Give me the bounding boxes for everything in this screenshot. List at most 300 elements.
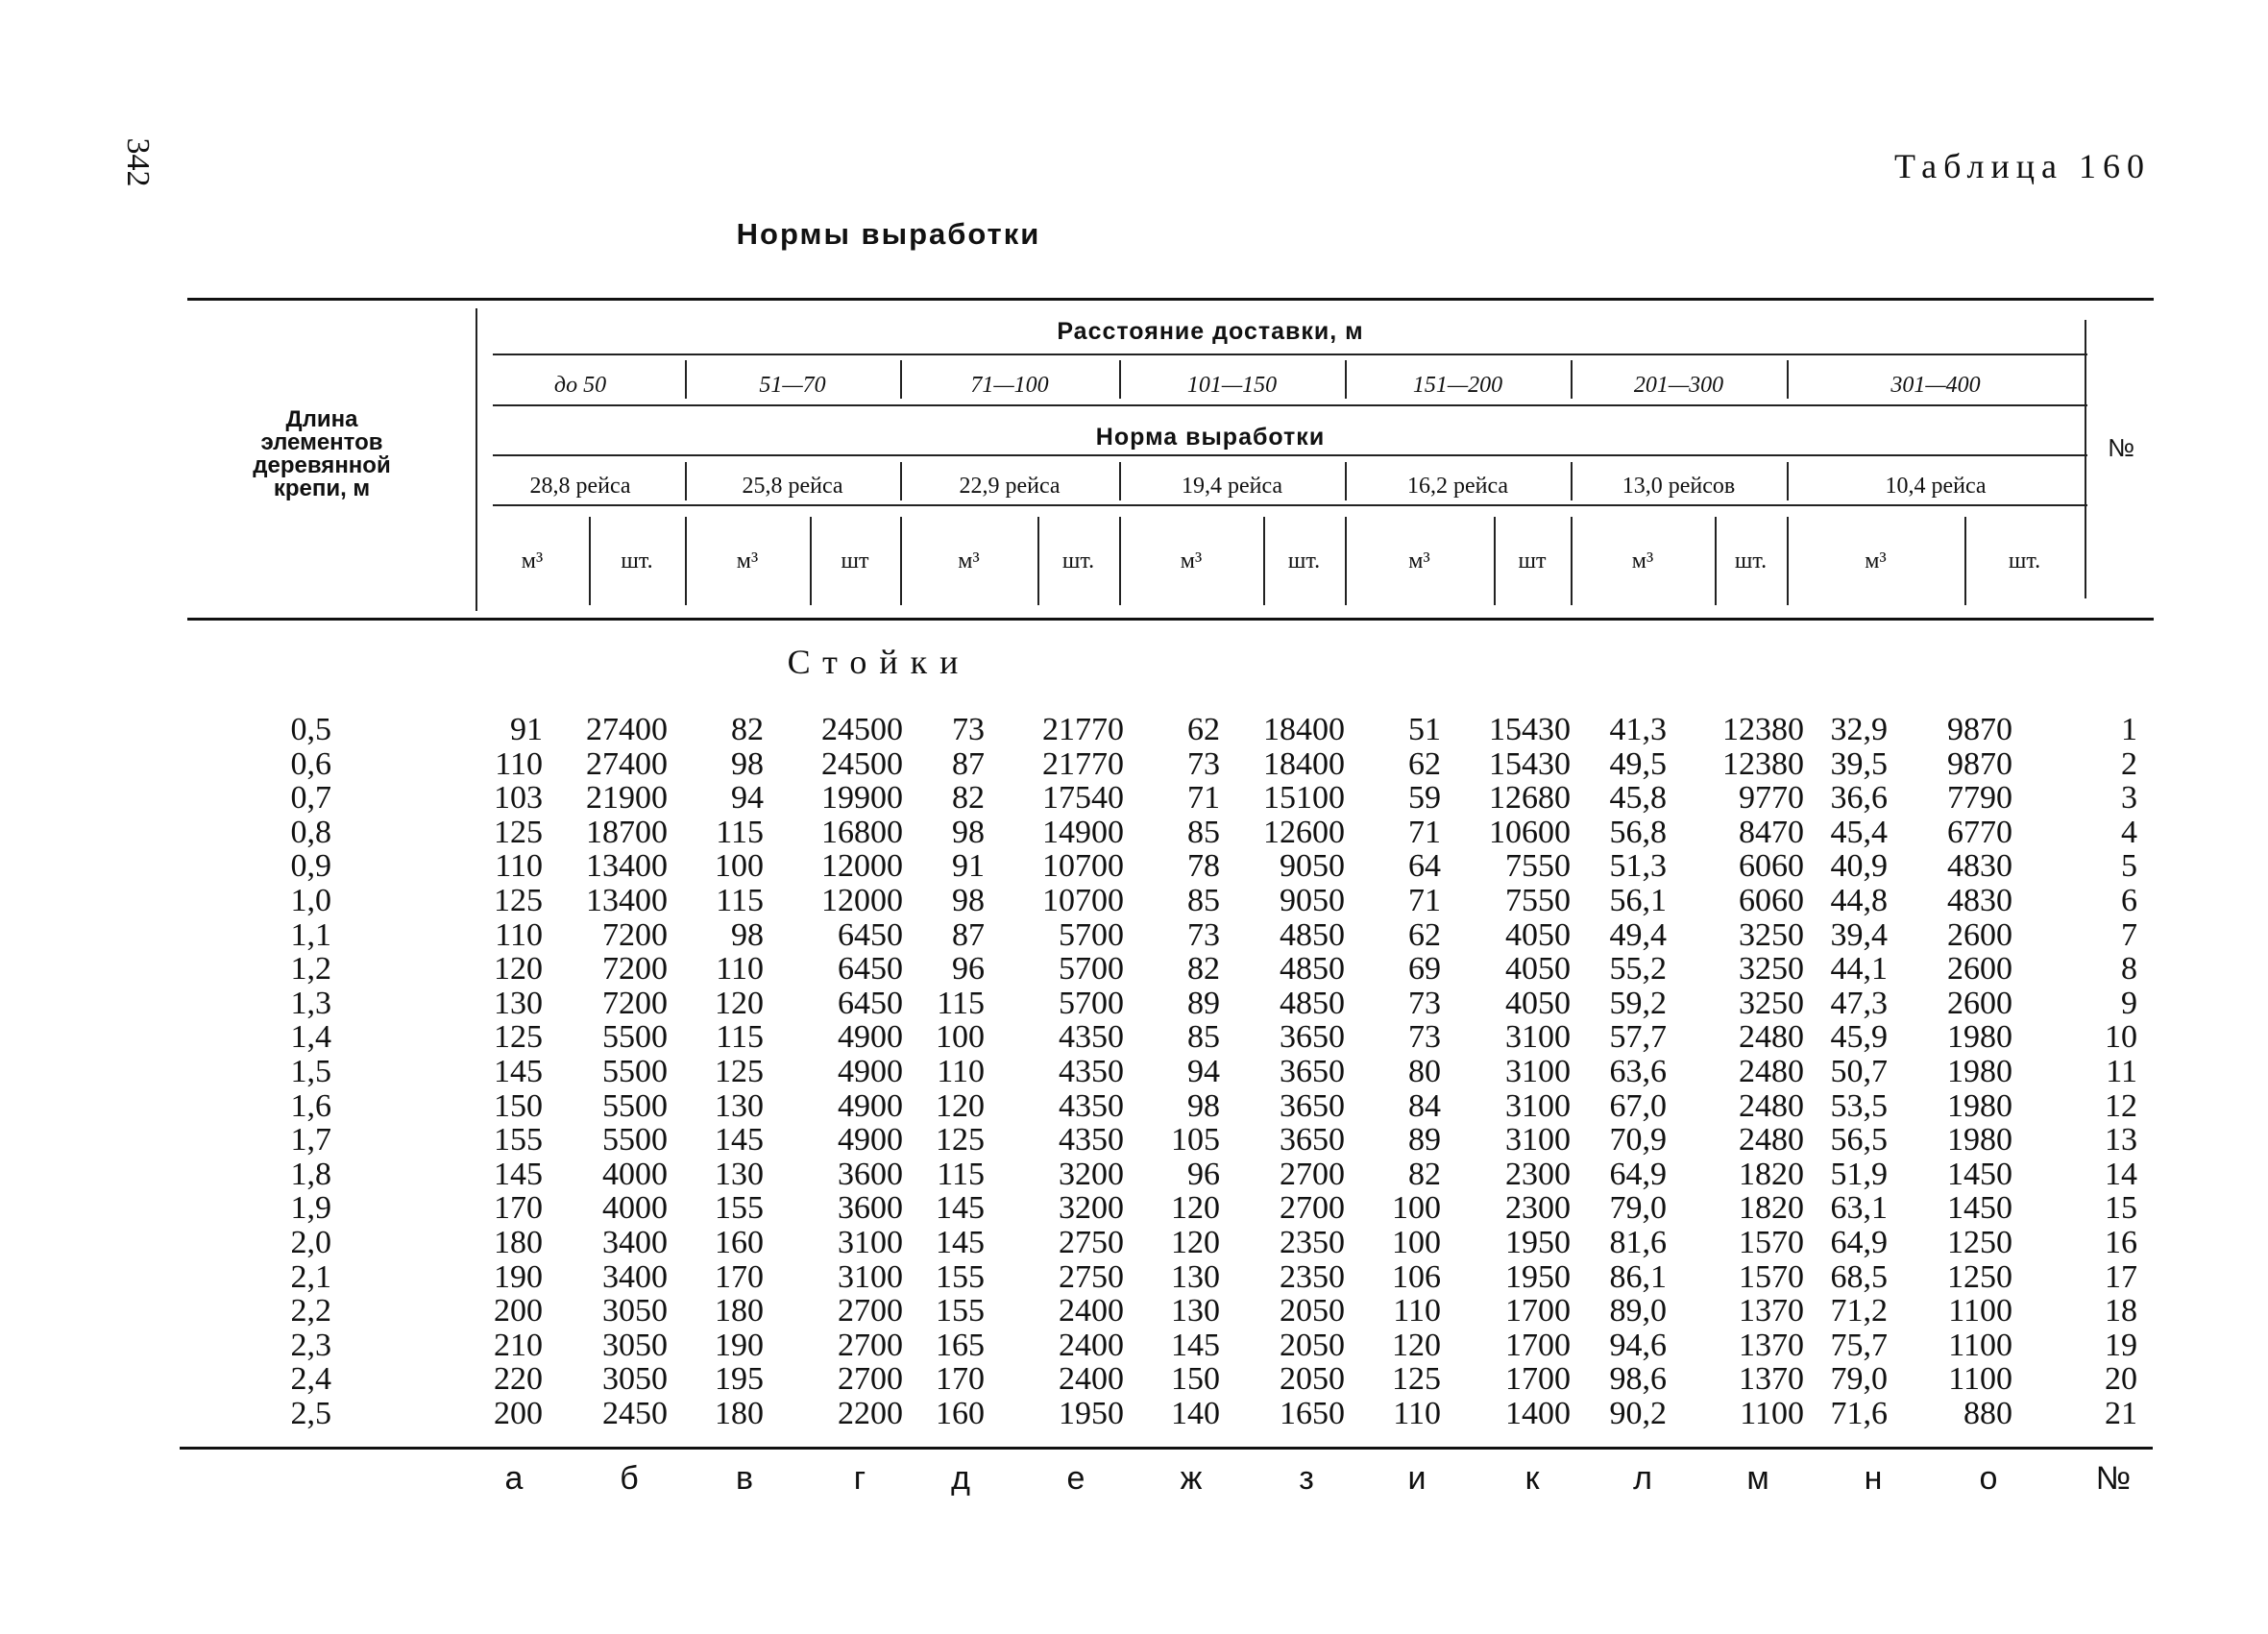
table-cell: 110: [716, 951, 764, 988]
row-length: 1,5: [290, 1054, 331, 1089]
table-cell: 3600: [838, 1190, 903, 1227]
table-cell: 13400: [586, 848, 668, 885]
table-cell: 3600: [838, 1156, 903, 1192]
column-letter: д: [951, 1460, 970, 1497]
table-cell: 180: [715, 1396, 764, 1431]
table-cell: 160: [715, 1225, 764, 1260]
table-cell: 82: [1408, 1156, 1441, 1192]
unit-label: шт.: [2008, 549, 2041, 573]
row-number: 8: [2121, 951, 2137, 988]
column-letter: г: [853, 1460, 866, 1497]
column-letter: к: [1524, 1460, 1540, 1497]
table-cell: 110: [495, 745, 543, 782]
table-cell: 3100: [1505, 1019, 1571, 1056]
table-cell: 3050: [602, 1361, 668, 1398]
table-cell: 32,9: [1830, 712, 1888, 747]
table-cell: 90,2: [1609, 1396, 1667, 1431]
table-cell: 2050: [1280, 1327, 1345, 1363]
unit-label: шт.: [1287, 549, 1321, 573]
table-cell: 19900: [821, 780, 903, 817]
distance-range: 101—150: [1186, 373, 1278, 398]
table-cell: 4900: [838, 1122, 903, 1158]
table-cell: 3650: [1280, 1019, 1345, 1056]
row-number: 3: [2121, 780, 2137, 817]
table-cell: 1570: [1739, 1258, 1804, 1295]
table-cell: 39,5: [1830, 745, 1888, 782]
table-cell: 195: [715, 1361, 764, 1398]
row-length: 1,0: [290, 883, 331, 918]
table-row: [187, 1397, 2154, 1431]
row-length: 2,5: [290, 1396, 331, 1431]
table-cell: 2700: [1280, 1190, 1345, 1227]
table-cell: 98,6: [1609, 1361, 1667, 1398]
table-cell: 94: [1187, 1054, 1220, 1089]
table-cell: 18400: [1263, 712, 1345, 747]
table-cell: 3400: [602, 1225, 668, 1260]
table-cell: 9870: [1947, 712, 2012, 747]
table-row: [187, 1055, 2154, 1089]
table-cell: 1950: [1505, 1225, 1571, 1260]
table-cell: 56,1: [1609, 883, 1667, 918]
table-cell: 73: [1408, 985, 1441, 1021]
table-cell: 4000: [602, 1156, 668, 1192]
table-cell: 64,9: [1609, 1156, 1667, 1192]
table-cell: 2400: [1059, 1293, 1124, 1329]
table-cell: 2450: [602, 1396, 668, 1431]
table-cell: 155: [494, 1122, 543, 1158]
table-row: [187, 816, 2154, 850]
table-cell: 155: [936, 1293, 985, 1329]
column-letter: №: [2095, 1460, 2132, 1497]
table-cell: 1570: [1739, 1225, 1804, 1260]
row-length: 2,2: [290, 1293, 331, 1329]
table-cell: 98: [952, 883, 985, 918]
table-cell: 51: [1408, 712, 1441, 747]
table-cell: 9770: [1739, 780, 1804, 817]
table-cell: 1980: [1947, 1054, 2012, 1089]
table-cell: 110: [495, 848, 543, 885]
table-cell: 96: [952, 951, 985, 988]
table-cell: 2300: [1505, 1156, 1571, 1192]
row-length: 0,7: [290, 780, 331, 817]
page-number: 342: [120, 137, 156, 187]
distance-range: 151—200: [1412, 373, 1503, 398]
table-cell: 120: [715, 985, 764, 1021]
table-row: [187, 1020, 2154, 1055]
table-cell: 1700: [1505, 1327, 1571, 1363]
table-cell: 2480: [1739, 1087, 1804, 1124]
table-cell: 5700: [1059, 951, 1124, 988]
table-cell: 2480: [1739, 1054, 1804, 1089]
table-cell: 69: [1408, 951, 1441, 988]
table-cell: 36,6: [1830, 780, 1888, 817]
table-cell: 1820: [1739, 1156, 1804, 1192]
table-row: [187, 1260, 2154, 1295]
table-cell: 96: [1187, 1156, 1220, 1192]
table-cell: 880: [1963, 1396, 2012, 1431]
table-cell: 3100: [838, 1225, 903, 1260]
row-number: 6: [2121, 883, 2137, 918]
table-cell: 1700: [1505, 1361, 1571, 1398]
table-cell: 7550: [1505, 848, 1571, 885]
table-cell: 120: [494, 951, 543, 988]
table-row: [187, 1158, 2154, 1192]
table-cell: 2750: [1059, 1258, 1124, 1295]
table-cell: 120: [1171, 1190, 1220, 1227]
table-cell: 5500: [602, 1019, 668, 1056]
table-cell: 24500: [821, 745, 903, 782]
table-cell: 130: [715, 1087, 764, 1124]
table-cell: 73: [1408, 1019, 1441, 1056]
table-cell: 3250: [1739, 916, 1804, 953]
table-cell: 62: [1408, 916, 1441, 953]
unit-label: м³: [958, 549, 980, 573]
table-cell: 91: [510, 712, 543, 747]
table-cell: 9050: [1280, 883, 1345, 918]
table-cell: 145: [494, 1054, 543, 1089]
table-cell: 2400: [1059, 1361, 1124, 1398]
table-row: [187, 1362, 2154, 1397]
section-label: Стойки: [787, 643, 971, 681]
row-length: 1,7: [290, 1122, 331, 1158]
table-cell: 57,7: [1609, 1019, 1667, 1056]
table-cell: 4350: [1059, 1019, 1124, 1056]
table-cell: 15430: [1489, 712, 1571, 747]
row-number: 20: [2105, 1361, 2137, 1398]
table-cell: 7200: [602, 916, 668, 953]
table-cell: 56,8: [1609, 814, 1667, 850]
table-cell: 63,1: [1830, 1190, 1888, 1227]
table-cell: 73: [1187, 745, 1220, 782]
table-cell: 2600: [1947, 985, 2012, 1021]
table-cell: 39,4: [1830, 916, 1888, 953]
row-number: 2: [2121, 745, 2137, 782]
table-cell: 1980: [1947, 1019, 2012, 1056]
table-cell: 125: [494, 1019, 543, 1056]
table-cell: 10600: [1489, 814, 1571, 850]
bottom-rule: [180, 1447, 2153, 1450]
table-cell: 2700: [1280, 1156, 1345, 1192]
table-cell: 4350: [1059, 1054, 1124, 1089]
table-cell: 16800: [821, 814, 903, 850]
table-cell: 1250: [1947, 1258, 2012, 1295]
table-cell: 4900: [838, 1087, 903, 1124]
table-cell: 1370: [1739, 1293, 1804, 1329]
unit-label: м³: [1865, 549, 1887, 573]
table-cell: 4900: [838, 1019, 903, 1056]
row-length: 0,5: [290, 712, 331, 747]
table-cell: 4050: [1505, 985, 1571, 1021]
table-cell: 44,8: [1830, 883, 1888, 918]
table-cell: 89,0: [1609, 1293, 1667, 1329]
table-cell: 2600: [1947, 916, 2012, 953]
table-cell: 40,9: [1830, 848, 1888, 885]
table-cell: 2700: [838, 1327, 903, 1363]
table-cell: 155: [715, 1190, 764, 1227]
table-row: [187, 987, 2154, 1021]
table-cell: 62: [1187, 712, 1220, 747]
table-cell: 1450: [1947, 1190, 2012, 1227]
table-cell: 3650: [1280, 1054, 1345, 1089]
table-cell: 94,6: [1609, 1327, 1667, 1363]
table-cell: 180: [715, 1293, 764, 1329]
distance-range: до 50: [553, 373, 607, 398]
row-number: 11: [2106, 1054, 2137, 1089]
table-cell: 5700: [1059, 985, 1124, 1021]
table-cell: 17540: [1042, 780, 1124, 817]
table-cell: 21770: [1042, 745, 1124, 782]
table-row: [187, 1191, 2154, 1226]
table-row: [187, 747, 2154, 782]
table-cell: 3200: [1059, 1190, 1124, 1227]
table-cell: 18700: [586, 814, 668, 850]
table-cell: 115: [716, 814, 764, 850]
table-cell: 160: [936, 1396, 985, 1431]
table-cell: 115: [716, 1019, 764, 1056]
table-cell: 3050: [602, 1293, 668, 1329]
table-cell: 70,9: [1609, 1122, 1667, 1158]
row-length: 0,6: [290, 745, 331, 782]
table-cell: 5500: [602, 1087, 668, 1124]
table-cell: 62: [1408, 745, 1441, 782]
table-cell: 1250: [1947, 1225, 2012, 1260]
table-cell: 86,1: [1609, 1258, 1667, 1295]
table-cell: 1650: [1280, 1396, 1345, 1431]
table-cell: 150: [494, 1087, 543, 1124]
table-cell: 1980: [1947, 1122, 2012, 1158]
table-cell: 3050: [602, 1327, 668, 1363]
table-cell: 2300: [1505, 1190, 1571, 1227]
column-letter: о: [1979, 1460, 1998, 1497]
table-label: Таблица 160: [1894, 147, 2151, 185]
table-cell: 3250: [1739, 985, 1804, 1021]
table-cell: 165: [936, 1327, 985, 1363]
table-cell: 190: [715, 1327, 764, 1363]
table-cell: 7200: [602, 985, 668, 1021]
table-cell: 125: [494, 883, 543, 918]
table-cell: 115: [716, 883, 764, 918]
table-row: [187, 918, 2154, 953]
unit-label: шт: [1518, 549, 1547, 573]
table-cell: 98: [1187, 1087, 1220, 1124]
table-cell: 71,6: [1830, 1396, 1888, 1431]
table-cell: 12600: [1263, 814, 1345, 850]
table-cell: 130: [1171, 1258, 1220, 1295]
table-cell: 82: [731, 712, 764, 747]
row-length: 1,3: [290, 985, 331, 1021]
table-row: [187, 1123, 2154, 1158]
table-cell: 80: [1408, 1054, 1441, 1089]
table-cell: 49,5: [1609, 745, 1667, 782]
table-cell: 6060: [1739, 883, 1804, 918]
table-cell: 1450: [1947, 1156, 2012, 1192]
table-row: [187, 1089, 2154, 1124]
table-row: [187, 781, 2154, 816]
table-cell: 115: [937, 985, 985, 1021]
table-cell: 1700: [1505, 1293, 1571, 1329]
table-cell: 21900: [586, 780, 668, 817]
table-cell: 7790: [1947, 780, 2012, 817]
table-cell: 13400: [586, 883, 668, 918]
table-cell: 106: [1392, 1258, 1441, 1295]
table-cell: 4050: [1505, 951, 1571, 988]
table-cell: 180: [494, 1225, 543, 1260]
table-cell: 24500: [821, 712, 903, 747]
row-number: 4: [2121, 814, 2137, 850]
table-cell: 4050: [1505, 916, 1571, 953]
table-cell: 1100: [1948, 1361, 2012, 1398]
table-row: [187, 1226, 2154, 1260]
row-number: 12: [2105, 1087, 2137, 1124]
table-cell: 125: [1392, 1361, 1441, 1398]
row-length: 2,4: [290, 1361, 331, 1398]
table-cell: 6450: [838, 916, 903, 953]
distance-range: 71—100: [970, 373, 1049, 398]
table-cell: 78: [1187, 848, 1220, 885]
table-cell: 110: [937, 1054, 985, 1089]
column-letter: в: [735, 1460, 754, 1497]
trip-count: 13,0 рейсов: [1622, 474, 1736, 499]
table-cell: 27400: [586, 712, 668, 747]
row-number: 17: [2105, 1258, 2137, 1295]
table-cell: 2480: [1739, 1019, 1804, 1056]
row-length: 1,9: [290, 1190, 331, 1227]
table-row: [187, 1294, 2154, 1329]
table-cell: 68,5: [1830, 1258, 1888, 1295]
trip-count: 28,8 рейса: [529, 474, 631, 499]
table-cell: 3100: [1505, 1054, 1571, 1089]
table-cell: 14900: [1042, 814, 1124, 850]
table-cell: 3100: [1505, 1122, 1571, 1158]
table-cell: 8470: [1739, 814, 1804, 850]
row-number: 19: [2105, 1327, 2137, 1363]
table-cell: 2600: [1947, 951, 2012, 988]
table-cell: 18400: [1263, 745, 1345, 782]
table-cell: 155: [936, 1258, 985, 1295]
table-cell: 4900: [838, 1054, 903, 1089]
row-number: 1: [2121, 712, 2137, 747]
table-cell: 50,7: [1830, 1054, 1888, 1089]
table-cell: 100: [1392, 1225, 1441, 1260]
row-length: 1,6: [290, 1087, 331, 1124]
table-cell: 145: [936, 1190, 985, 1227]
row-length: 0,8: [290, 814, 331, 850]
table-cell: 71,2: [1830, 1293, 1888, 1329]
column-letter: л: [1633, 1460, 1652, 1497]
unit-label: шт.: [1734, 549, 1768, 573]
table-cell: 125: [936, 1122, 985, 1158]
header-horizontal-rule: [493, 404, 2087, 406]
table-cell: 84: [1408, 1087, 1441, 1124]
header-horizontal-rule: [493, 454, 2087, 456]
length-column-header: Длина элементов деревянной крепи, м: [253, 406, 391, 501]
table-cell: 4850: [1280, 916, 1345, 953]
unit-label: м³: [1408, 549, 1430, 573]
row-length: 1,8: [290, 1156, 331, 1192]
table-cell: 4830: [1947, 883, 2012, 918]
table-cell: 125: [715, 1054, 764, 1089]
table-cell: 10700: [1042, 883, 1124, 918]
distance-range: 51—70: [759, 373, 826, 398]
row-number: 13: [2105, 1122, 2137, 1158]
table-cell: 85: [1187, 883, 1220, 918]
table-cell: 9050: [1280, 848, 1345, 885]
table-cell: 15430: [1489, 745, 1571, 782]
table-cell: 89: [1187, 985, 1220, 1021]
column-letter: б: [620, 1460, 639, 1497]
table-cell: 2050: [1280, 1293, 1345, 1329]
row-length: 1,1: [290, 916, 331, 953]
table-cell: 7550: [1505, 883, 1571, 918]
table-cell: 1100: [1948, 1293, 2012, 1329]
table-cell: 81,6: [1609, 1225, 1667, 1260]
table-cell: 67,0: [1609, 1087, 1667, 1124]
trip-count: 25,8 рейса: [742, 474, 843, 499]
table-cell: 3100: [1505, 1087, 1571, 1124]
table-cell: 145: [715, 1122, 764, 1158]
table-row: [187, 1329, 2154, 1363]
table-cell: 55,2: [1609, 951, 1667, 988]
table-cell: 115: [937, 1156, 985, 1192]
table-cell: 2200: [838, 1396, 903, 1431]
unit-label: шт: [841, 549, 869, 573]
table-cell: 45,4: [1830, 814, 1888, 850]
table-cell: 5500: [602, 1054, 668, 1089]
table-cell: 79,0: [1830, 1361, 1888, 1398]
table-cell: 170: [715, 1258, 764, 1295]
table-cell: 145: [936, 1225, 985, 1260]
table-cell: 5700: [1059, 916, 1124, 953]
table-cell: 15100: [1263, 780, 1345, 817]
row-length: 1,2: [290, 951, 331, 988]
table-cell: 110: [495, 916, 543, 953]
table-cell: 105: [1171, 1122, 1220, 1158]
column-letter: з: [1299, 1460, 1314, 1497]
row-length: 0,9: [290, 848, 331, 885]
column-letter: н: [1864, 1460, 1883, 1497]
unit-label: м³: [736, 549, 759, 573]
norm-header: Норма выработки: [1095, 424, 1326, 451]
trip-count: 19,4 рейса: [1181, 474, 1283, 499]
table-cell: 12680: [1489, 780, 1571, 817]
table-cell: 75,7: [1830, 1327, 1888, 1363]
table-cell: 1950: [1505, 1258, 1571, 1295]
table-cell: 53,5: [1830, 1087, 1888, 1124]
table-cell: 51,3: [1609, 848, 1667, 885]
table-cell: 3200: [1059, 1156, 1124, 1192]
column-letter: и: [1407, 1460, 1427, 1497]
table-cell: 1980: [1947, 1087, 2012, 1124]
table-cell: 56,5: [1830, 1122, 1888, 1158]
table-cell: 220: [494, 1361, 543, 1398]
table-cell: 89: [1408, 1122, 1441, 1158]
table-cell: 6450: [838, 951, 903, 988]
table-cell: 87: [952, 745, 985, 782]
table-cell: 110: [1393, 1293, 1441, 1329]
row-number: 16: [2105, 1225, 2137, 1260]
unit-label: м³: [521, 549, 544, 573]
table-cell: 1820: [1739, 1190, 1804, 1227]
table-cell: 45,8: [1609, 780, 1667, 817]
table-cell: 170: [936, 1361, 985, 1398]
table-cell: 7200: [602, 951, 668, 988]
table-cell: 71: [1408, 883, 1441, 918]
table-cell: 210: [494, 1327, 543, 1363]
column-letter: ж: [1180, 1460, 1203, 1497]
table-cell: 85: [1187, 814, 1220, 850]
column-letter: е: [1066, 1460, 1085, 1497]
header-horizontal-rule: [493, 354, 2087, 355]
